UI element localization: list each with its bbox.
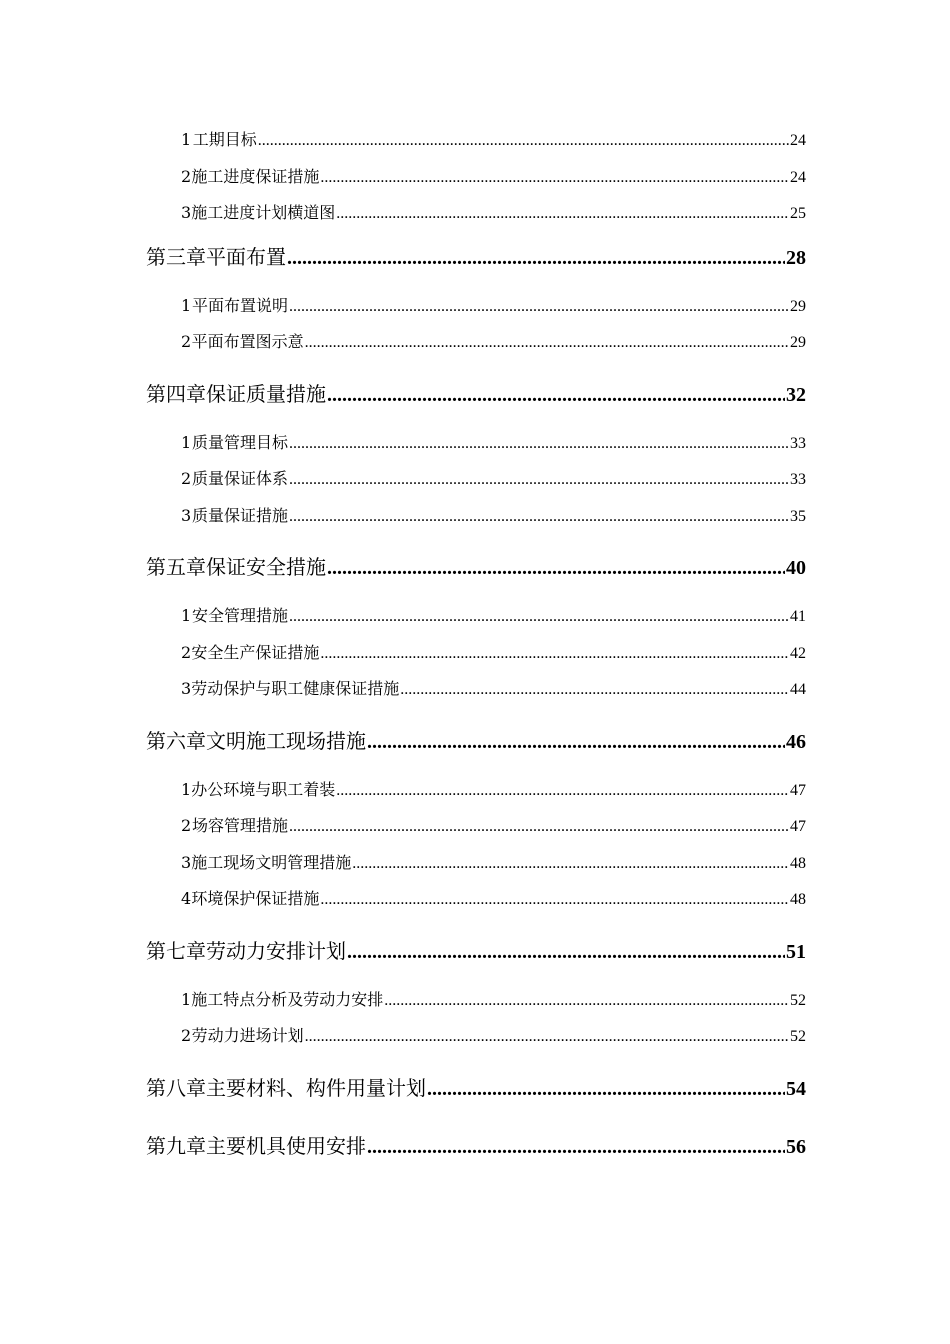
entry-number: 3: [181, 852, 192, 872]
dot-leader: [367, 717, 785, 767]
toc-entry[interactable]: [146, 195, 806, 232]
entry-page-number: 24: [790, 168, 806, 186]
toc-entry[interactable]: [146, 288, 806, 325]
dot-leader: [320, 882, 789, 919]
chapter-number: 第三章: [146, 244, 206, 269]
entry-page-number: 25: [790, 205, 806, 222]
chapter-title: 主要机具使用安排: [206, 1133, 366, 1158]
chapter-title: 劳动力安排计划: [206, 938, 346, 963]
entry-title: 劳动保护与职工健康保证措施: [191, 679, 400, 698]
entry-title: 质量保证措施: [192, 505, 289, 525]
entry-page-number: 24: [790, 132, 806, 149]
entry-title: 质量保证体系: [192, 469, 289, 488]
entry-page-number: 47: [790, 781, 806, 799]
dot-leader: [289, 809, 789, 846]
toc-chapter-entry[interactable]: [146, 232, 806, 282]
chapter-number: 第四章: [146, 381, 206, 406]
entry-number: 1: [181, 989, 192, 1009]
chapter-number: 第六章: [146, 728, 206, 753]
chapter-title: 平面布置: [206, 244, 286, 269]
entry-number: 4: [181, 889, 192, 908]
toc-entry[interactable]: [146, 425, 806, 462]
entry-page-number: 48: [790, 854, 806, 872]
dot-leader: [289, 499, 789, 536]
chapter-number: 第九章: [146, 1133, 206, 1158]
entry-page-number: 29: [790, 334, 806, 351]
chapter-title: 保证质量措施: [206, 381, 326, 406]
dot-leader: [320, 160, 789, 197]
entry-number: 1: [181, 130, 192, 149]
toc-chapter-entry[interactable]: [146, 1121, 806, 1171]
entry-number: 1: [181, 606, 192, 625]
toc-chapter-entry[interactable]: [146, 542, 806, 592]
toc-chapter-entry[interactable]: [146, 926, 806, 976]
dot-leader: [287, 233, 785, 283]
entry-page-number: 52: [790, 991, 806, 1009]
dot-leader: [347, 927, 785, 977]
chapter-number: 第七章: [146, 938, 206, 963]
toc-entry[interactable]: [146, 159, 806, 196]
toc-entry[interactable]: [146, 881, 806, 918]
chapter-page-number: 46: [786, 730, 806, 753]
toc-chapter-entry[interactable]: [146, 369, 806, 419]
dot-leader: [327, 370, 785, 420]
entry-page-number: 33: [790, 434, 806, 452]
entry-number: 2: [181, 332, 192, 351]
entry-number: 2: [181, 816, 192, 835]
entry-title: 安全管理措施: [192, 606, 289, 625]
dot-leader: [367, 1122, 785, 1172]
toc-entry[interactable]: [146, 808, 806, 845]
entry-number: 2: [181, 469, 192, 488]
entry-title: 质量管理目标: [192, 432, 289, 452]
dot-leader: [327, 543, 785, 593]
chapter-page-number: 56: [786, 1135, 806, 1158]
dot-leader: [305, 325, 789, 362]
toc-entry[interactable]: [146, 635, 806, 672]
entry-title: 环境保护保证措施: [191, 889, 320, 908]
dot-leader: [336, 196, 789, 233]
entry-title: 平面布置说明: [192, 295, 289, 315]
entry-page-number: 48: [790, 891, 806, 908]
dot-leader: [289, 462, 789, 499]
entry-title: 施工现场文明管理措施: [191, 852, 352, 872]
entry-number: 2: [181, 166, 192, 186]
entry-number: 1: [181, 295, 192, 315]
entry-number: 2: [181, 642, 192, 662]
dot-leader: [400, 672, 789, 709]
entry-page-number: 47: [790, 818, 806, 835]
dot-leader: [427, 1064, 785, 1114]
dot-leader: [289, 289, 789, 326]
toc-entry[interactable]: [146, 324, 806, 361]
dot-leader: [352, 846, 789, 883]
entry-page-number: 44: [790, 681, 806, 698]
chapter-title: 主要材料、构件用量计划: [206, 1075, 426, 1100]
entry-title: 工期目标: [192, 130, 257, 149]
toc-entry[interactable]: [146, 671, 806, 708]
chapter-page-number: 51: [786, 940, 806, 963]
entry-page-number: 29: [790, 297, 806, 315]
entry-number: 2: [181, 1026, 192, 1045]
toc-entry[interactable]: [146, 845, 806, 882]
entry-title: 平面布置图示意: [191, 332, 304, 351]
toc-chapter-entry[interactable]: [146, 716, 806, 766]
entry-number: 1: [181, 432, 192, 452]
entry-title: 安全生产保证措施: [191, 642, 320, 662]
entry-title: 施工特点分析及劳动力安排: [191, 989, 384, 1009]
entry-title: 劳动力进场计划: [191, 1026, 304, 1045]
toc-entry[interactable]: [146, 982, 806, 1019]
chapter-page-number: 54: [786, 1077, 806, 1100]
dot-leader: [305, 1019, 789, 1056]
chapter-page-number: 40: [786, 557, 806, 579]
entry-page-number: 33: [790, 471, 806, 488]
entry-title: 施工进度保证措施: [191, 166, 320, 186]
table-of-contents: [146, 122, 806, 1171]
entry-page-number: 35: [790, 507, 806, 525]
toc-chapter-entry[interactable]: [146, 1063, 806, 1113]
chapter-page-number: 28: [786, 246, 806, 269]
toc-entry[interactable]: [146, 461, 806, 498]
chapter-title: 保证安全措施: [206, 555, 326, 579]
entry-number: 1: [181, 779, 192, 799]
toc-entry[interactable]: [146, 598, 806, 635]
entry-number: 3: [181, 505, 192, 525]
entry-title: 场容管理措施: [192, 816, 289, 835]
dot-leader: [289, 426, 789, 463]
chapter-number: 第八章: [146, 1075, 206, 1100]
chapter-number: 第五章: [146, 555, 206, 579]
dot-leader: [384, 983, 789, 1020]
entry-number: 3: [181, 679, 192, 698]
toc-entry[interactable]: [146, 772, 806, 809]
chapter-title: 文明施工现场措施: [206, 728, 366, 753]
entry-title: 施工进度计划横道图: [191, 203, 336, 222]
dot-leader: [336, 773, 789, 810]
entry-page-number: 52: [790, 1028, 806, 1045]
toc-entry[interactable]: [146, 498, 806, 535]
entry-page-number: 41: [790, 608, 806, 625]
dot-leader: [258, 123, 789, 160]
toc-entry[interactable]: [146, 122, 806, 159]
entry-number: 3: [181, 203, 192, 222]
dot-leader: [289, 599, 789, 636]
toc-entry[interactable]: [146, 1018, 806, 1055]
dot-leader: [320, 636, 789, 673]
chapter-page-number: 32: [786, 383, 806, 406]
entry-title: 办公环境与职工着装: [191, 779, 336, 799]
entry-page-number: 42: [790, 644, 806, 662]
